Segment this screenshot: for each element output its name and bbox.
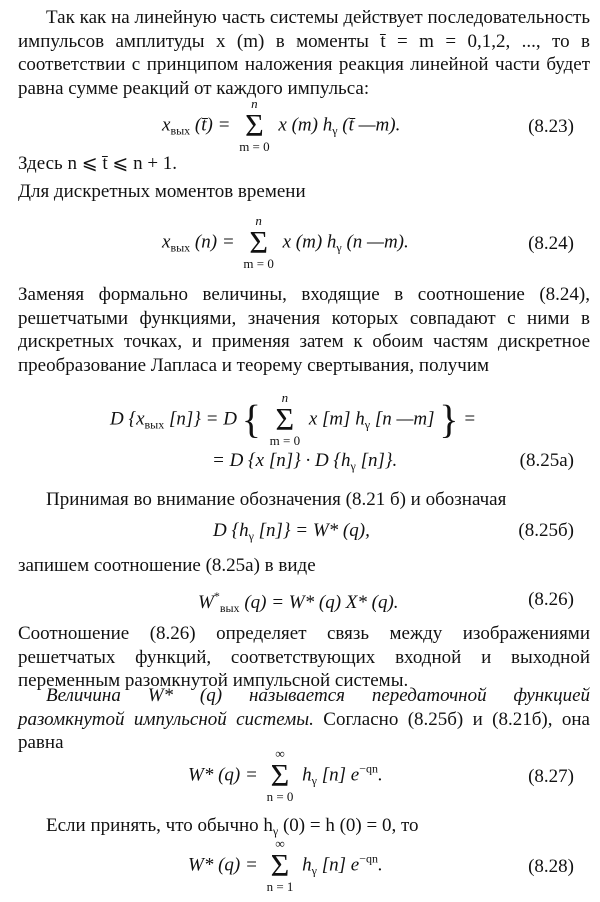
paragraph-5: Принимая во внимание обозначения (8.21 б) и обозначая — [46, 489, 507, 510]
paragraph-7: Соотношение (8.26) определяет связь между изображениями решетчатых функций, соответствующих входной и выходной переменным разомкнутой импульсной системы. — [18, 623, 590, 692]
equation-8-27: W* (q) = ∞ Σ n = 0 $h_\gamma$ [n] $e^{-qn}$. (8.27) — [188, 746, 574, 804]
paragraph-2: Здесь n ⩽ t̄ ⩽ n + 1. — [18, 153, 178, 174]
equation-8-26: $W^*_{вых}$ (q) = W* (q) X* (q). (8.26) — [198, 589, 574, 615]
summation: n Σ m = 0 — [239, 96, 270, 154]
equation-8-23: $x_{вых}$ (t̄) = n Σ m = 0 x (m) $h_\gamma$ (t̄ —m). (8.23) — [162, 96, 574, 154]
summation: ∞ Σ n = 0 — [266, 746, 294, 804]
definition-text: Величина W* (q) называется передаточной функцией разомкнутой импульсной системы. — [18, 685, 590, 730]
paragraph-6: запишем соотношение (8.25а) в виде — [18, 555, 316, 576]
equation-number: (8.27) — [528, 766, 574, 787]
summation: ∞ Σ n = 1 — [266, 836, 294, 894]
paragraph-9: Если принять, что обычно $h_\gamma$ (0) = h (0) = 0, то — [46, 815, 419, 838]
paragraph-8: Величина W* (q) называется передаточной функцией разомкнутой импульсной системы. Согласно (8.25б) и (8.21б), она равна — [18, 685, 590, 754]
paragraph-1: Так как на линейную часть системы действует последовательность импульсов амплитуды x (m) в моменты t̄ = m = 0,1,2, ..., то в соответствии с принципом наложения реакция линейной части будет равна сумме реакций от каждого импульса: — [18, 7, 590, 99]
equation-number: (8.25а) — [519, 450, 574, 471]
summation: n Σ m = 0 — [243, 213, 274, 271]
paragraph-3: Для дискретных моментов времени — [18, 181, 306, 202]
equation-number: (8.24) — [528, 233, 574, 254]
equation-8-28: W* (q) = ∞ Σ n = 1 $h_\gamma$ [n] $e^{-qn}$. (8.28) — [188, 836, 574, 894]
equation-8-24: $x_{вых}$ (n) = n Σ m = 0 x (m) $h_\gamma$ (n —m). (8.24) — [162, 213, 574, 271]
equation-number: (8.23) — [528, 116, 574, 137]
summation: n Σ m = 0 — [269, 390, 301, 448]
equation-number: (8.28) — [528, 856, 574, 877]
equation-number: (8.25б) — [518, 520, 574, 541]
equation-8-25a: D {$x_{вых}$ [n]} = D { n Σ m = 0 x [m] $h_\gamma$ [n —m] } = = D {x [n]} · D {$h_\gamma$ [n]}. (8.25а) — [110, 390, 574, 473]
paragraph-4: Заменяя формально величины, входящие в соотношение (8.24), решетчатыми функциями, значения которых совпадают с ними в дискретных точках, и применяя затем к обоим частям дискретное преобразование Лапласа и теорему свертывания, получим — [18, 284, 590, 376]
equation-number: (8.26) — [528, 589, 574, 610]
equation-8-25b: D {$h_\gamma$ [n]} = W* (q), (8.25б) — [213, 520, 574, 543]
